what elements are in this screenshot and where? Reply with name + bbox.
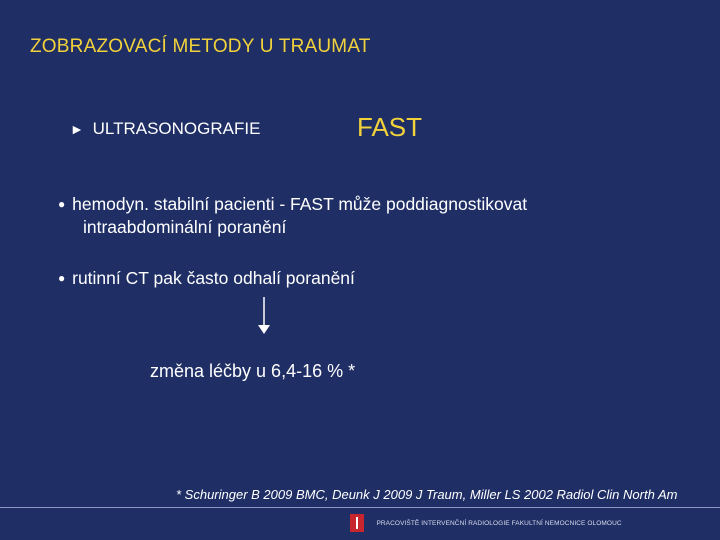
- bullet-item-2: [58, 267, 355, 290]
- bullet-dot-icon: ●: [58, 197, 66, 211]
- bullet-1-line-1: hemodyn. stabilní pacienti - FAST může poddiagnostikovat: [72, 194, 528, 214]
- citation: * Schuringer B 2009 BMC, Deunk J 2009 J Traum, Miller LS 2002 Radiol Clin North Am: [176, 487, 678, 502]
- institution-logo-icon: [350, 514, 364, 532]
- subheading: [70, 119, 260, 139]
- result-text: změna léčby u 6,4-16 % *: [150, 361, 356, 381]
- bullet-1-line-2: intraabdominální poranění: [83, 217, 287, 237]
- footer-divider: [0, 507, 720, 508]
- bullet-dot-icon: ●: [58, 271, 66, 285]
- arrow-down-icon: [254, 297, 274, 335]
- slide-title: ZOBRAZOVACÍ METODY U TRAUMAT: [30, 36, 371, 57]
- subheading-label: ULTRASONOGRAFIE: [92, 119, 261, 138]
- triangle-right-icon: ►: [70, 121, 84, 137]
- footer-text: PRACOVIŠTĚ INTERVENČNÍ RADIOLOGIE FAKULTNÍ NEMOCNICE OLOMOUC: [376, 519, 622, 527]
- fast-label: FAST: [357, 112, 423, 142]
- bullet-2-line-1: rutinní CT pak často odhalí poranění: [72, 268, 355, 288]
- bullet-item-1: [58, 193, 658, 239]
- footer: [350, 514, 622, 534]
